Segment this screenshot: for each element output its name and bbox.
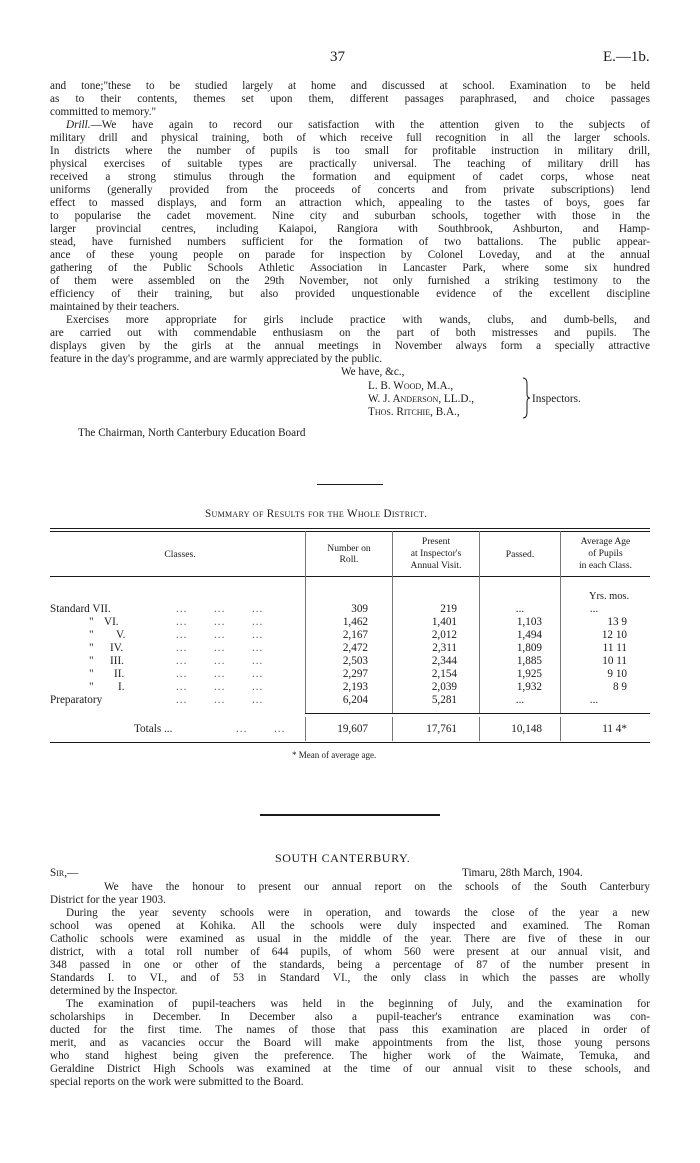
south-para2-line-6: Standards I. to VI., and of 53 in Standard VI., the only class in which the passes are wholly: [50, 972, 650, 984]
row-label-preparatory: Preparatory: [50, 694, 103, 706]
header-present-1: Present: [421, 536, 451, 547]
intro-line-2: as to their contents, themes set upon them, different passages paraphrased, and choice passages: [50, 93, 650, 105]
page-code: E.—1b.: [603, 49, 650, 65]
drill-line-5: received a strong stimulus through the formation and equipment of cadet corps, whose neat: [50, 171, 650, 183]
present-i: 2,039: [431, 681, 457, 693]
south-para3-line-7: special reports on the work were submitted to the Board.: [50, 1076, 304, 1088]
drill-line-11: ance of these young people on parade for inspection by Colonel Loveday, and at the annual: [50, 249, 650, 261]
roll-ii: 2,297: [342, 668, 368, 680]
roll-v: 2,167: [342, 629, 368, 641]
totals-present: 17,761: [426, 723, 457, 735]
south-para2-line-3: Catholic schools were examined as usual in the middle of the year. There are five of these in our: [50, 933, 650, 945]
drill-line-14: efficiency of their training, but also provided unquestionable evidence of the excellent discipline: [50, 288, 650, 300]
roll-preparatory: 6,204: [342, 694, 368, 706]
col-divider-3c: [479, 717, 480, 741]
present-iii: 2,344: [431, 655, 457, 667]
row-label-vi: VI.: [104, 616, 119, 628]
signatory-2: W. J. Anderson, LL.D.,: [368, 393, 475, 405]
row-label-ii: II.: [114, 668, 125, 680]
table-footnote: * Mean of average age.: [292, 750, 377, 760]
drill-line-13: of them were assembled on the 29th November, not only furnished a striking testimony to the: [50, 275, 650, 287]
drill-line-12: gathering of the Public Schools Athletic Association in Lancaster Park, where some six hundred: [50, 262, 650, 274]
passed-preparatory: ...: [515, 694, 525, 706]
row-dots-1: ... ... ...: [176, 616, 264, 628]
table-top-rule: [50, 528, 650, 529]
south-canterbury-heading: SOUTH CANTERBURY.: [275, 851, 411, 865]
south-para1-line-1: We have the honour to present our annual report on the schools of the South Canterbury: [104, 881, 650, 893]
ditto-4: ": [89, 655, 94, 667]
totals-passed: 10,148: [511, 723, 542, 735]
col-divider-2b: [392, 580, 393, 714]
passed-i: 1,932: [516, 681, 542, 693]
row-dots-4: ... ... ...: [176, 655, 264, 667]
drill-line-9: larger provincial centres, including Kaiapoi, Rangiora with Southbrook, Ashburton, and Hamp-: [50, 223, 650, 235]
roll-standard-vii: 309: [351, 603, 368, 615]
passed-iii: 1,885: [516, 655, 542, 667]
south-para3-line-5: who stand highest being given the preference. The higher work of the Waimate, Temuka, and: [50, 1050, 650, 1062]
header-age-2: of Pupils: [588, 548, 623, 559]
col-divider-1b: [305, 580, 306, 714]
col-divider-4c: [560, 717, 561, 741]
present-v: 2,012: [431, 629, 457, 641]
drill-line-8: to popularise the cadet movement. Nine city and suburban schools, together with those in the: [50, 210, 650, 222]
south-para3-line-6: Geraldine District High Schools was examined at the time of our annual visit to these schools, and: [50, 1063, 650, 1075]
col-divider-4b: [560, 580, 561, 714]
south-para2-line-2: school was opened at Kohika. All the schools were duly inspected and examined. The Roman: [50, 920, 650, 932]
intro-line-3: committed to memory.": [50, 106, 157, 118]
exercise-line-2: are carried out with commendable enthusiasm on the part of both mistresses and pupils. The: [50, 327, 650, 339]
signatory-3: Thos. Ritchie, B.A.,: [368, 406, 460, 418]
exercise-line-4: feature in the day's programme, and are warmly appreciated by the public.: [50, 353, 383, 365]
signatory-1: L. B. Wood, M.A.,: [368, 380, 454, 392]
totals-age: 11 4*: [602, 723, 627, 735]
south-para3-line-1: The examination of pupil-teachers was held in the beginning of July, and the examination for: [66, 998, 650, 1010]
table-bottom-rule: [50, 742, 650, 743]
passed-vi: 1,103: [516, 616, 542, 628]
section-divider-short: [317, 484, 383, 485]
page-number: 37: [330, 49, 345, 65]
inspectors-label: Inspectors.: [532, 393, 581, 405]
col-divider-3b: [479, 580, 480, 714]
signature-brace: [521, 376, 531, 420]
header-passed: Passed.: [505, 549, 535, 560]
roll-i: 2,193: [342, 681, 368, 693]
header-classes: Classes.: [164, 549, 196, 560]
passed-standard-vii: ...: [515, 603, 525, 615]
drill-heading: Drill.: [66, 119, 91, 131]
south-para3-line-4: merit, and as vacancies occur the Board will make appointments from the list, those young persons: [50, 1037, 650, 1049]
row-dots-6: ... ... ...: [176, 681, 264, 693]
row-label-i: I.: [118, 681, 125, 693]
col-divider-1c: [305, 717, 306, 741]
present-ii: 2,154: [431, 668, 457, 680]
south-para3-line-3: ducted for the first time. The names of those that pass this examination are placed in order of: [50, 1024, 650, 1036]
header-roll-2: Roll.: [339, 554, 359, 565]
ditto-2: ": [89, 629, 94, 641]
age-ii: 9 10: [607, 668, 627, 680]
salutation: Sir,—: [50, 867, 79, 879]
ditto-3: ": [89, 642, 94, 654]
col-divider-2c: [392, 717, 393, 741]
exercise-line-1: Exercises more appropriate for girls include practice with wands, clubs, and dumb-bells, and: [66, 314, 650, 326]
south-para1-line-2: District for the year 1903.: [50, 894, 166, 906]
drill-line-3: In districts where the number of pupils is too small for profitable instruction in military drill,: [50, 145, 650, 157]
roll-iv: 2,472: [342, 642, 368, 654]
present-vi: 1,401: [431, 616, 457, 628]
age-iv: 11 11: [602, 642, 627, 654]
header-present-3: Annual Visit.: [410, 560, 462, 571]
drill-line-4: physical exercises of suitable types are practically universal. The teaching of military drill has: [50, 158, 650, 170]
present-standard-vii: 219: [440, 603, 457, 615]
passed-ii: 1,925: [516, 668, 542, 680]
row-dots-2: ... ... ...: [176, 629, 264, 641]
row-dots-5: ... ... ...: [176, 668, 264, 680]
section-divider-long: [260, 814, 440, 816]
south-para2-line-7: determined by the Inspector.: [50, 985, 178, 997]
row-label-iii: III.: [110, 655, 124, 667]
drill-line-1: Drill.—We have again to record our satisfaction with the attention given to the subjects of: [66, 119, 650, 131]
age-units: Yrs. mos.: [588, 591, 630, 602]
exercise-line-3: displays given by the girls at the annual meetings in November always form a specially attractive: [50, 340, 650, 352]
drill-line-15: maintained by their teachers.: [50, 301, 180, 313]
addressee: The Chairman, North Canterbury Education Board: [78, 427, 306, 439]
drill-line-10: stead, have furnished numbers sufficient for the formation of two battalions. The public appear-: [50, 236, 650, 248]
header-present-2: at Inspector's: [410, 548, 462, 559]
age-v: 12 10: [601, 629, 627, 641]
age-iii: 10 11: [602, 655, 627, 667]
row-dots-3: ... ... ...: [176, 642, 264, 654]
south-para3-line-2: scholarships in December. In December also a pupil-teacher's entrance examination was con-: [50, 1011, 650, 1023]
row-label-iv: IV.: [110, 642, 124, 654]
row-dots-0: ... ... ...: [176, 603, 264, 615]
ditto-5: ": [89, 668, 94, 680]
passed-v: 1,494: [516, 629, 542, 641]
age-preparatory: ...: [589, 694, 599, 706]
drill-line-6: uniforms (generally provided from the proceeds of concerts and from private subscriptions) lend: [50, 184, 650, 196]
totals-top-rule: [305, 713, 650, 714]
drill-line-2: military drill and physical training, both of which receive full recognition in all the larger schools.: [50, 132, 650, 144]
roll-iii: 2,503: [342, 655, 368, 667]
south-para2-line-4: district, with a total roll number of 644 pupils, of whom 560 were present at our annual visit, and: [50, 946, 650, 958]
south-para2-line-5: 348 passed in one or other of the standards, being a percentage of 87 of the number present in: [50, 959, 650, 971]
header-age-1: Average Age: [580, 536, 631, 547]
summary-title: Summary of Results for the Whole District.: [205, 508, 428, 520]
closing: We have, &c.,: [341, 366, 405, 378]
passed-iv: 1,809: [516, 642, 542, 654]
ditto-6: ": [89, 681, 94, 693]
south-para2-line-1: During the year seventy schools were in operation, and towards the close of the year a new: [66, 907, 650, 919]
header-roll-1: Number on: [327, 543, 371, 554]
place-date: Timaru, 28th March, 1904.: [462, 867, 583, 879]
age-i: 8 9: [613, 681, 627, 693]
totals-label: Totals ...: [134, 723, 173, 735]
age-standard-vii: ...: [589, 603, 599, 615]
drill-line-7: effect to massed displays, and form an attraction which, appealing to the tastes of boys, goes far: [50, 197, 650, 209]
intro-line-1: and tone;"these to be studied largely at home and discussed at school. Examination to be held: [50, 80, 650, 92]
row-dots-7: ... ... ...: [176, 694, 264, 706]
row-label-standard-vii: Standard VII.: [50, 603, 111, 615]
ditto-1: ": [89, 616, 94, 628]
present-iv: 2,311: [432, 642, 457, 654]
roll-vi: 1,462: [342, 616, 368, 628]
present-preparatory: 5,281: [431, 694, 457, 706]
totals-dots: ... ...: [236, 723, 286, 735]
row-label-v: V.: [116, 629, 126, 641]
age-vi: 13 9: [607, 616, 627, 628]
totals-roll: 19,607: [337, 723, 368, 735]
header-age-3: in each Class.: [578, 560, 633, 571]
